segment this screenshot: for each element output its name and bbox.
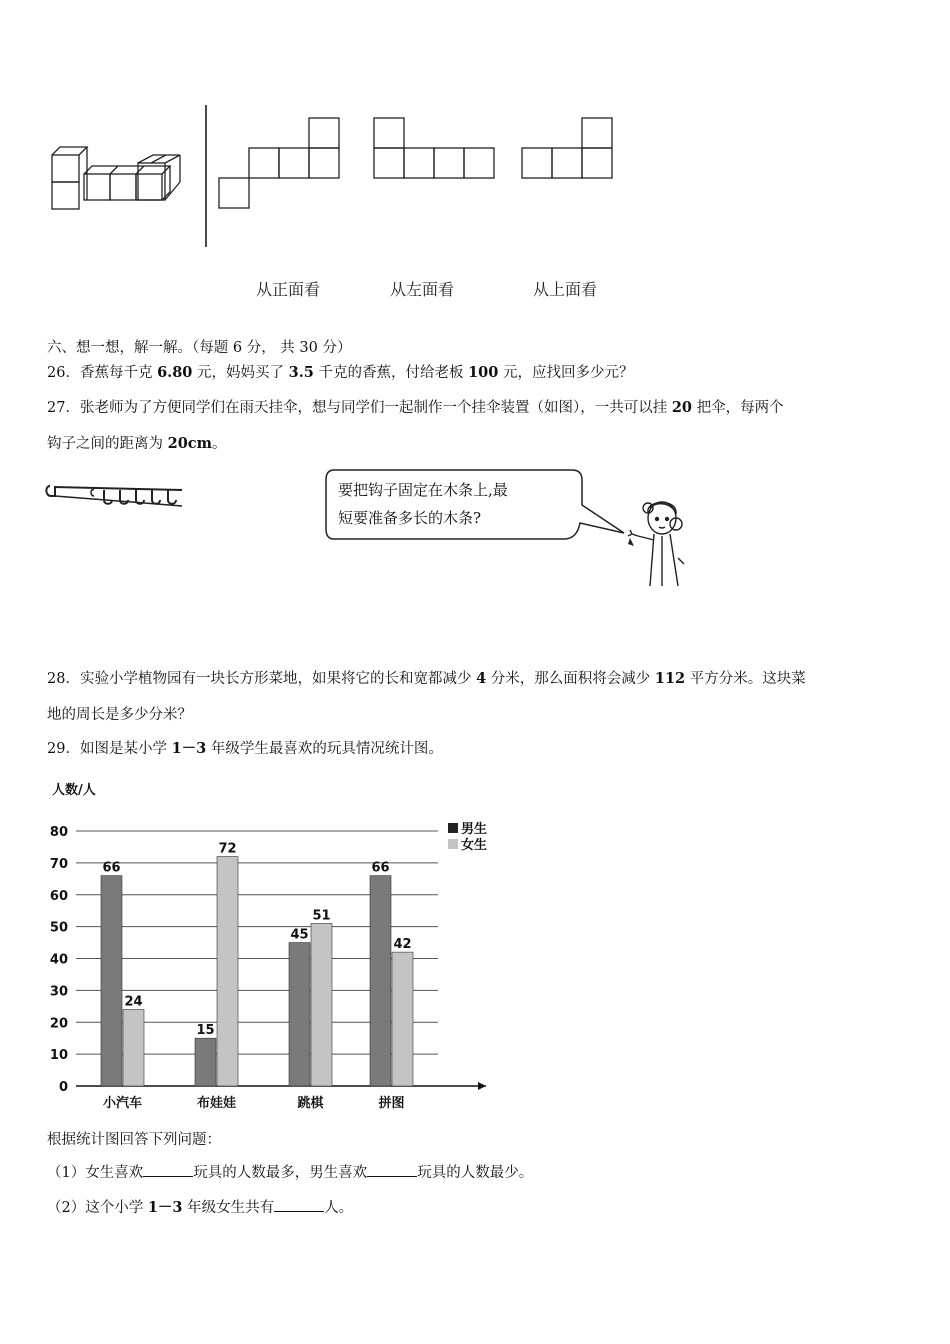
label-front-view: 从正面看 [256, 280, 321, 299]
y-tick-label: 70 [49, 856, 68, 872]
category-label: 小汽车 [102, 1096, 143, 1111]
bar-value-label: 66 [371, 860, 390, 876]
q26-weight: 3.5 [288, 364, 314, 381]
q27-distance: 20cm [167, 435, 212, 452]
label-top-view: 从上面看 [533, 280, 598, 299]
q27-number: 27． [47, 400, 80, 416]
q29-text-b: 年级学生最喜欢的玩具情况统计图。 [206, 741, 443, 757]
q28-reduce: 4 [476, 670, 487, 687]
q29-grades: 1－3 [171, 740, 207, 757]
legend-label: 男生 [461, 822, 488, 837]
aq2-text-c: 人。 [324, 1200, 354, 1216]
toy-bar-chart [40, 775, 510, 1115]
view-left-grid [374, 118, 494, 178]
question-29 [47, 737, 443, 758]
bar-value-label: 42 [393, 937, 412, 953]
y-tick-label: 50 [49, 920, 68, 936]
q26-number: 26． [47, 365, 80, 381]
q27-line1-b: 把伞，每两个 [692, 400, 784, 416]
section-heading: 六、想一想，解一解。（每题 6 分， 共 30 分） [47, 340, 352, 356]
q28-line1-b: 分米，那么面积将会减少 [486, 671, 655, 687]
question-27-line1 [47, 396, 784, 417]
hook-row-icon [104, 490, 176, 504]
speech-bubble-text [338, 476, 508, 532]
y-tick-label: 30 [49, 984, 68, 1000]
legend [448, 821, 487, 853]
bar-女生-拼图 [392, 952, 413, 1086]
q27-line2-b: 。 [211, 436, 227, 452]
q27-count: 20 [671, 399, 692, 416]
three-view-figure [40, 100, 640, 255]
y-tick-label: 60 [49, 888, 68, 904]
category-labels [103, 1095, 405, 1111]
bar-男生-小汽车 [101, 876, 122, 1086]
q27-line1-a: 张老师为了方便同学们在雨天挂伞，想与同学们一起制作一个挂伞装置（如图），一共可以挂 [79, 400, 672, 416]
q28-number: 28． [47, 671, 80, 687]
bar-value-label: 72 [218, 841, 237, 857]
bar-女生-跳棋 [311, 923, 332, 1086]
category-label: 拼图 [378, 1096, 405, 1111]
aq2-text-b: 年级女生共有 [182, 1200, 275, 1216]
answer-blank-2[interactable] [367, 1162, 417, 1177]
aq1-text-b: 玩具的人数最多，男生喜欢 [193, 1165, 368, 1181]
aq1-text-c: 玩具的人数最少。 [417, 1165, 534, 1181]
q27-line2-a: 钩子之间的距离为 [47, 436, 168, 452]
aq2-grades: 1－3 [147, 1199, 183, 1216]
view-top-grid [522, 118, 612, 178]
bar-value-label: 66 [102, 860, 121, 876]
legend-swatch-女生 [448, 839, 458, 849]
q28-line1-a: 实验小学植物园有一块长方形菜地，如果将它的长和宽都减少 [79, 671, 477, 687]
answer-question-1 [47, 1161, 533, 1182]
x-axis-arrow [478, 1082, 486, 1090]
bar-value-label: 51 [312, 908, 331, 924]
legend-swatch-男生 [448, 823, 458, 833]
hooks-illustration [44, 476, 189, 514]
answer-blank-1[interactable] [143, 1162, 193, 1177]
bar-value-label: 45 [290, 927, 309, 943]
q26-text-c: 千克的香蕉，付给老板 [313, 365, 469, 381]
y-tick-labels [50, 825, 68, 1095]
category-label: 跳棋 [297, 1096, 324, 1111]
aq1-text-a: （1）女生喜欢 [47, 1165, 144, 1181]
y-tick-label: 80 [49, 825, 68, 840]
bar-女生-布娃娃 [217, 857, 238, 1087]
q29-text-a: 如图是某小学 [79, 741, 172, 757]
question-28-line1 [47, 667, 806, 688]
y-tick-label: 40 [49, 952, 68, 968]
q26-text-b: 元，妈妈买了 [192, 365, 289, 381]
y-tick-label: 0 [58, 1080, 68, 1095]
teacher-figure [622, 494, 702, 590]
answer-question-2 [47, 1196, 353, 1217]
bar-男生-跳棋 [289, 943, 310, 1086]
question-26 [47, 361, 633, 382]
y-tick-label: 20 [49, 1016, 68, 1032]
bubble-line-1: 要把钩子固定在木条上,最 [338, 481, 508, 499]
bar-layer [101, 842, 413, 1087]
cube-stack-drawing [52, 147, 180, 209]
y-tick-label: 10 [49, 1048, 68, 1064]
q28-line1-c: 平方分米。这块菜 [685, 671, 806, 687]
q26-price: 6.80 [157, 364, 193, 381]
view-front-grid [219, 118, 339, 208]
y-axis-title: 人数/人 [52, 783, 96, 798]
q26-text-a: 香蕉每千克 [79, 365, 158, 381]
answer-blank-3[interactable] [274, 1197, 324, 1212]
q26-paid: 100 [468, 364, 499, 381]
bar-男生-拼图 [370, 876, 391, 1086]
bar-女生-小汽车 [123, 1010, 144, 1087]
bar-value-label: 24 [124, 994, 143, 1010]
bar-男生-布娃娃 [195, 1038, 216, 1086]
q28-area: 112 [654, 670, 686, 687]
answer-intro: 根据统计图回答下列问题： [47, 1132, 221, 1148]
legend-label: 女生 [461, 838, 488, 853]
bar-value-label: 15 [196, 1023, 215, 1039]
q29-number: 29． [47, 741, 80, 757]
bubble-line-2: 短要准备多长的木条? [338, 509, 482, 527]
question-28-line2: 地的周长是多少分米？ [47, 707, 192, 723]
aq2-text-a: （2）这个小学 [47, 1200, 148, 1216]
label-left-view: 从左面看 [390, 280, 455, 299]
category-label: 布娃娃 [196, 1096, 237, 1111]
q26-text-d: 元，应找回多少元？ [498, 365, 634, 381]
question-27-line2 [47, 432, 226, 453]
